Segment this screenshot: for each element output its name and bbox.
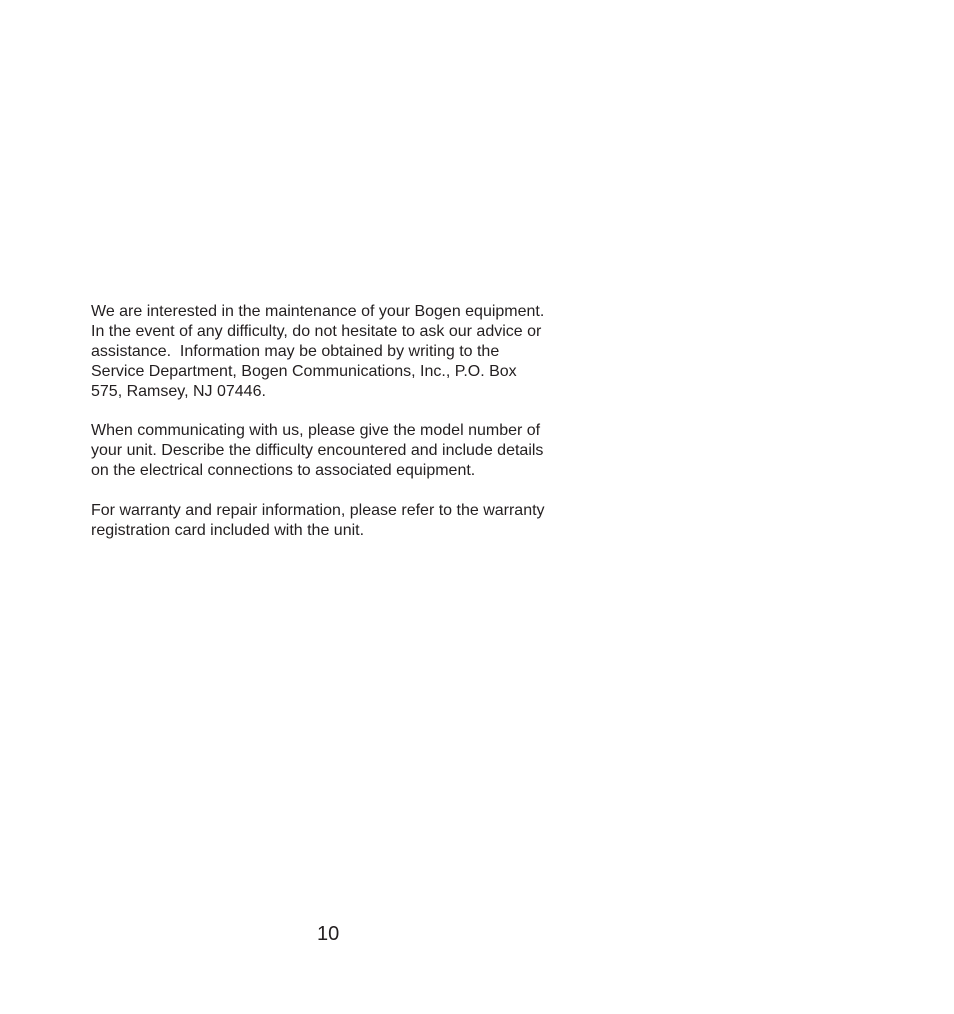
paragraph-line: your unit. Describe the difficulty encountered and include details — [91, 442, 544, 460]
page-number: 10 — [317, 923, 340, 945]
paragraph-line: registration card included with the unit. — [91, 521, 365, 539]
paragraph-line: We are interested in the maintenance of your Bogen equipment. — [91, 303, 545, 320]
paragraph-line: assistance. Information may be obtained by writing to the — [91, 342, 500, 360]
paragraph-line: In the event of any difficulty, do not hesitate to ask our advice or — [91, 322, 542, 340]
paragraph-communication — [91, 421, 581, 481]
paragraph-line: 575, Ramsey, NJ 07446. — [91, 382, 266, 400]
paragraph-line: When communicating with us, please give the model number of — [91, 422, 541, 440]
paragraph-line: Service Department, Bogen Communications, Inc., P.O. Box — [91, 362, 517, 380]
paragraph-warranty — [91, 501, 581, 541]
paragraph-maintenance — [91, 302, 581, 402]
paragraph-line: For warranty and repair information, please refer to the warranty — [91, 502, 545, 520]
body-text — [91, 302, 581, 561]
paragraph-line: on the electrical connections to associated equipment. — [91, 462, 476, 480]
